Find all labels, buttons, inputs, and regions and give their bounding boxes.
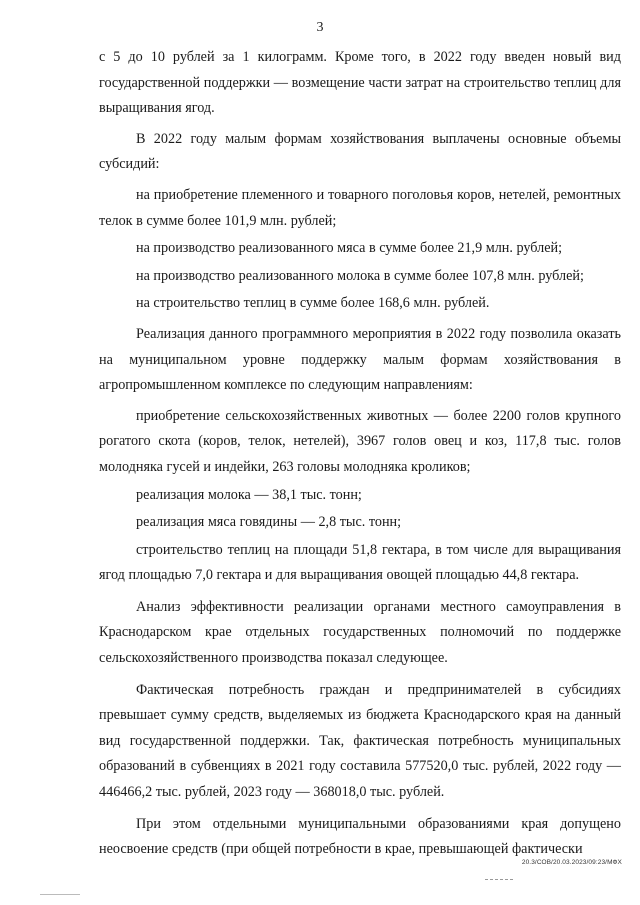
paragraph: Реализация данного программного мероприятия в 2022 году позволила оказать на муниципальном уровне поддержку малым формам хозяйствования в агропромышленном комплексе по следующим направлениям:	[99, 325, 621, 394]
page-number: 3	[316, 20, 324, 35]
document-registration-code: 20.3/СОВ/20.03.2023/09:23/МФХ	[521, 859, 622, 866]
paragraph: с 5 до 10 рублей за 1 килограмм. Кроме того, в 2022 году введен новый вид государственной поддержки — возмещение части затрат на строительство теплиц для выращивания ягод.	[99, 49, 621, 117]
list-item: приобретение сельскохозяйственных животных — более 2200 голов крупного рогатого скота (коров, телок, нетелей), 3967 голов овец и коз, 117,8 тыс. голов молодняка гусей и индейки, 263 головы молодняка кроликов;	[99, 407, 621, 475]
list-item: реализация мяса говядины — 2,8 тыс. тонн;	[136, 514, 402, 531]
scan-edge-mark	[40, 894, 80, 895]
document-body	[99, 45, 621, 863]
paragraph: При этом отдельными муниципальными образованиями края допущено неосвоение средств (при общей потребности в крае, превышающей фактически	[99, 815, 621, 858]
list-item: на строительство теплиц в сумме более 168,6 млн. рублей.	[136, 295, 490, 312]
list-item: на производство реализованного мяса в сумме более 21,9 млн. рублей;	[136, 240, 563, 257]
list-item: строительство теплиц на площади 51,8 гектара, в том числе для выращивания ягод площадью 7,0 гектара и для выращивания овощей площадью 44,8 гектара.	[99, 541, 621, 584]
paragraph: В 2022 году малым формам хозяйствования выплачены основные объемы субсидий:	[99, 130, 621, 173]
paragraph: Анализ эффективности реализации органами местного самоуправления в Краснодарском крае отдельных государственных полномочий по поддержке сельскохозяйственного производства показал следующее.	[99, 598, 621, 667]
list-item: на производство реализованного молока в сумме более 107,8 млн. рублей;	[136, 267, 584, 284]
list-item: на приобретение племенного и товарного поголовья коров, нетелей, ремонтных телок в сумме более 101,9 млн. рублей;	[99, 186, 621, 229]
footer-divider	[485, 879, 513, 880]
list-item: реализация молока — 38,1 тыс. тонн;	[136, 486, 362, 503]
paragraph: Фактическая потребность граждан и предпринимателей в субсидиях превышает сумму средств, выделяемых из бюджета Краснодарского края на данный вид государственной поддержки. Так, фактическая потребность муниципальных образований в субвенциях в 2021 году составила 577520,0 тыс. рублей, 2022 году — 446466,2 тыс. рублей, 2023 году — 368018,0 тыс. рублей.	[99, 681, 621, 801]
